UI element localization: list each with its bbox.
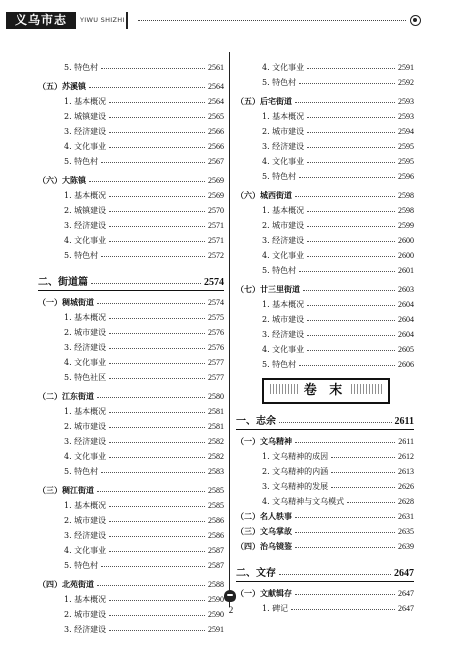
toc-subsection[interactable]: （一）文乌精神 2611: [236, 436, 414, 446]
toc-subsection[interactable]: （四）治乌镜鉴 2639: [236, 541, 414, 551]
toc-entry[interactable]: 2. 城市建设 2590: [64, 610, 224, 619]
toc-entry[interactable]: 5. 特色村 2596: [262, 172, 414, 181]
toc-entry[interactable]: 3. 经济建设 2571: [64, 221, 224, 230]
toc-entry[interactable]: 3. 经济建设 2600: [262, 236, 414, 245]
toc-entry[interactable]: 2. 城市建设 2581: [64, 422, 224, 431]
toc-subsection[interactable]: （一）文献辑存 2647: [236, 588, 414, 598]
toc-entry[interactable]: 4. 文化事业 2571: [64, 236, 224, 245]
toc-entry[interactable]: 4. 文化事业 2595: [262, 157, 414, 166]
toc-entry[interactable]: 2. 文乌精神的内涵 2613: [262, 467, 414, 476]
toc-entry[interactable]: 5. 特色村 2592: [262, 78, 414, 87]
toc-entry[interactable]: 1. 碑记 2647: [262, 604, 414, 613]
page-ornament-icon: [224, 590, 236, 602]
toc-entry[interactable]: 1. 基本概况 2575: [64, 313, 224, 322]
toc-right-column: [236, 60, 414, 616]
toc-entry[interactable]: 4. 文化事业 2600: [262, 251, 414, 260]
header-dotted-rule: [138, 20, 406, 21]
toc-entry[interactable]: 5. 特色村 2587: [64, 561, 224, 570]
toc-entry[interactable]: 2. 城市建设 2594: [262, 127, 414, 136]
toc-entry[interactable]: 1. 基本概况 2564: [64, 97, 224, 106]
toc-section[interactable]: 二、街道篇 2574: [38, 275, 224, 291]
toc-subsection[interactable]: （三）稠江街道 2585: [38, 485, 224, 495]
toc-section[interactable]: 二、文存 2647: [236, 566, 414, 582]
toc-entry[interactable]: 5. 特色村 2583: [64, 467, 224, 476]
toc-entry[interactable]: 1. 基本概况 2585: [64, 501, 224, 510]
toc-entry[interactable]: 4. 文化事业 2605: [262, 345, 414, 354]
toc-section[interactable]: 一、志余 2611: [236, 414, 414, 430]
toc-entry[interactable]: 2. 城镇建设 2565: [64, 112, 224, 121]
toc-entry[interactable]: 4. 文化事业 2577: [64, 358, 224, 367]
toc-entry[interactable]: 5. 特色村 2567: [64, 157, 224, 166]
toc-subsection[interactable]: （六）大陈镇 2569: [38, 175, 224, 185]
toc-entry[interactable]: 5. 特色村 2601: [262, 266, 414, 275]
running-header: [0, 8, 450, 32]
toc-entry[interactable]: 1. 基本概况 2604: [262, 300, 414, 309]
toc-entry[interactable]: 3. 经济建设 2604: [262, 330, 414, 339]
page-number: 2: [228, 605, 234, 615]
book-title-badge: 义乌市志: [6, 12, 76, 29]
toc-entry[interactable]: 4. 文乌精神与文乌模式 2628: [262, 497, 414, 506]
toc-entry[interactable]: 2. 城市建设 2604: [262, 315, 414, 324]
toc-subsection[interactable]: （三）文乌掌故 2635: [236, 526, 414, 536]
toc-entry[interactable]: 3. 经济建设 2566: [64, 127, 224, 136]
toc-entry[interactable]: 2. 城市建设 2599: [262, 221, 414, 230]
toc-entry[interactable]: 1. 基本概况 2581: [64, 407, 224, 416]
toc-entry[interactable]: 1. 基本概况 2569: [64, 191, 224, 200]
toc-entry[interactable]: 3. 经济建设 2586: [64, 531, 224, 540]
toc-entry[interactable]: 1. 基本概况 2598: [262, 206, 414, 215]
volume-title: 卷 末: [300, 382, 350, 400]
toc-entry[interactable]: 5. 特色村 2561: [64, 63, 224, 72]
header-separator: [126, 12, 128, 29]
toc-subsection[interactable]: （五）后宅街道 2593: [236, 96, 414, 106]
toc-entry[interactable]: 5. 特色社区 2577: [64, 373, 224, 382]
toc-entry[interactable]: 2. 城镇建设 2570: [64, 206, 224, 215]
toc-entry[interactable]: 3. 经济建设 2582: [64, 437, 224, 446]
volume-banner: [236, 374, 414, 410]
toc-entry[interactable]: 3. 经济建设 2595: [262, 142, 414, 151]
book-title-pinyin: YIWU SHIZHI: [80, 16, 125, 24]
toc-entry[interactable]: 1. 基本概况 2593: [262, 112, 414, 121]
toc-entry[interactable]: 4. 文化事业 2591: [262, 63, 414, 72]
toc-subsection[interactable]: （六）城西街道 2598: [236, 190, 414, 200]
toc-entry[interactable]: 4. 文化事业 2587: [64, 546, 224, 555]
toc-entry[interactable]: 5. 特色村 2606: [262, 360, 414, 369]
toc-subsection[interactable]: （四）北苑街道 2588: [38, 579, 224, 589]
toc-subsection[interactable]: （五）苏溪镇 2564: [38, 81, 224, 91]
toc-subsection[interactable]: （一）稠城街道 2574: [38, 297, 224, 307]
toc-subsection[interactable]: （二）江东街道 2580: [38, 391, 224, 401]
toc-entry[interactable]: 1. 文乌精神的成因 2612: [262, 452, 414, 461]
toc-entry[interactable]: 1. 基本概况 2590: [64, 595, 224, 604]
toc-subsection[interactable]: （七）廿三里街道 2603: [236, 284, 414, 294]
toc-entry[interactable]: 3. 经济建设 2576: [64, 343, 224, 352]
target-circle-icon: [410, 15, 421, 26]
toc-subsection[interactable]: （二）名人轶事 2631: [236, 511, 414, 521]
toc-entry[interactable]: 4. 文化事业 2566: [64, 142, 224, 151]
toc-entry[interactable]: 2. 城市建设 2586: [64, 516, 224, 525]
toc-entry[interactable]: 3. 文乌精神的发展 2626: [262, 482, 414, 491]
toc-entry[interactable]: 5. 特色村 2572: [64, 251, 224, 260]
toc-entry[interactable]: 3. 经济建设 2591: [64, 625, 224, 634]
toc-entry[interactable]: 2. 城市建设 2576: [64, 328, 224, 337]
column-divider: [229, 52, 230, 607]
toc-left-column: [38, 60, 224, 637]
toc-entry[interactable]: 4. 文化事业 2582: [64, 452, 224, 461]
